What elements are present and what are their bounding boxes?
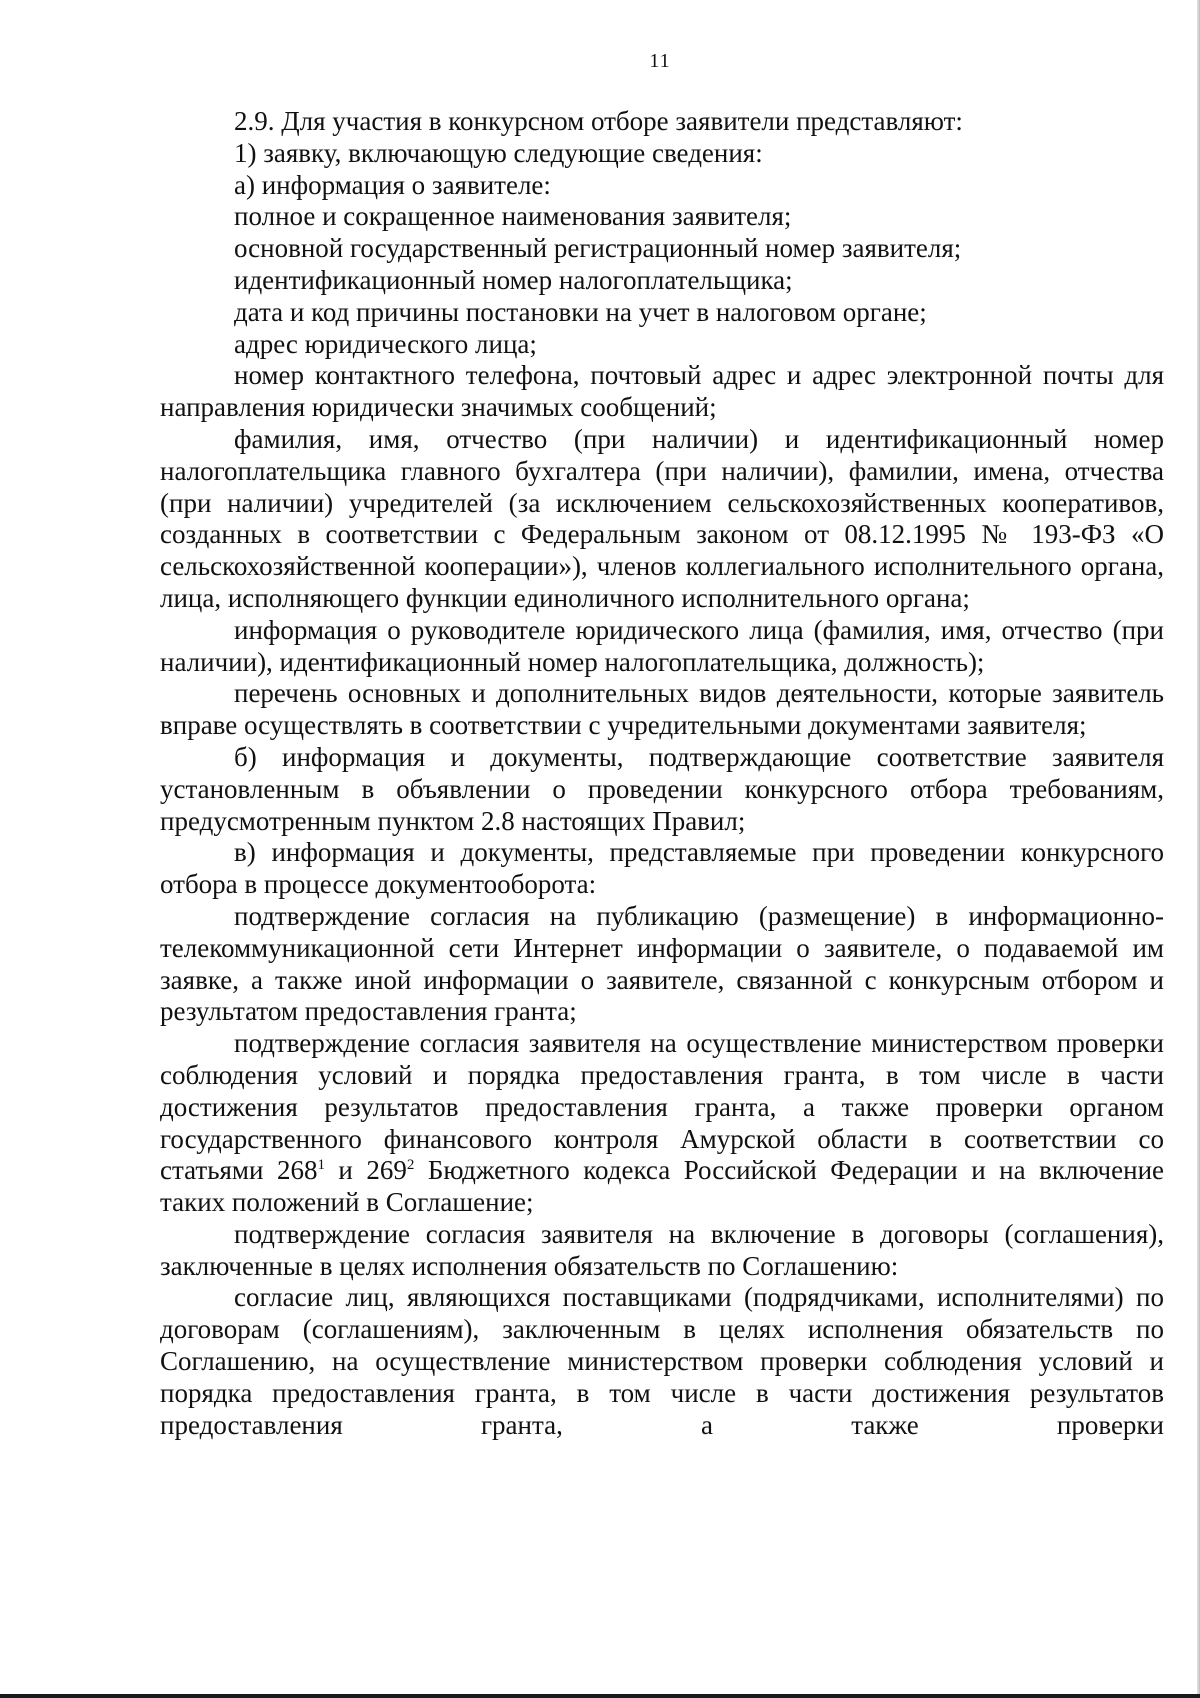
- paragraph: подтверждение согласия на публикацию (размещение) в информационно-телекоммуникационной сети Интернет информации о заявителе, о подаваемой им заявке, а также иной информации о заявителе, связанной с конкурсным отбором и результатом предоставления гранта;: [160, 900, 1164, 1027]
- paragraph: 2.9. Для участия в конкурсном отборе заявители представляют:: [234, 106, 963, 136]
- paragraph-text: подтверждение согласия заявителя на осуществление министерством проверки соблюдения условий и порядка предоставления гранта, в том числе в части достижения результатов предоставления гранта, а также проверки органом государственного финансового контроля Амурской области в соответствии со статьями 268: [160, 1028, 1164, 1186]
- paragraph-text: и 269: [324, 1155, 407, 1186]
- paragraph: 1) заявку, включающую следующие сведения:: [234, 137, 763, 168]
- paragraph: основной государственный регистрационный номер заявителя;: [234, 233, 962, 264]
- paragraph: номер контактного телефона, почтовый адрес и адрес электронной почты для направления юридически значимых сообщений;: [160, 360, 1164, 423]
- document-body: [160, 106, 1164, 1441]
- paragraph: дата и код причины постановки на учет в налоговом органе;: [234, 296, 927, 327]
- paragraph-with-superscripts: [160, 1028, 1164, 1219]
- paragraph: информация о руководителе юридического лица (фамилия, имя, отчество (при наличии), идентификационный номер налогоплательщика, должность);: [160, 614, 1164, 677]
- paragraph: подтверждение согласия заявителя на включение в договоры (соглашения), заключенные в целях исполнения обязательств по Соглашению:: [160, 1218, 1164, 1281]
- paragraph: адрес юридического лица;: [234, 328, 537, 359]
- paragraph: перечень основных и дополнительных видов деятельности, которые заявитель вправе осуществлять в соответствии с учредительными документами заявителя;: [160, 678, 1164, 741]
- paragraph-text: Бюджетного кодекса Российской Федерации и на включение таких положений в Соглашение;: [160, 1155, 1164, 1218]
- scan-edge-bottom: [0, 1694, 1200, 1698]
- paragraph: фамилия, имя, отчество (при наличии) и идентификационный номер налогоплательщика главного бухгалтера (при наличии), фамилии, имена, отчества (при наличии) учредителей (за исключением сельскохозяйственных кооперативов, созданных в соответствии с Федеральным законом от 08.12.1995 № 193-ФЗ «О сельскохозяйственной кооперации»), членов коллегиального исполнительного органа, лица, исполняющего функции единоличного исполнительного органа;: [160, 423, 1164, 613]
- paragraph: полное и сокращенное наименования заявителя;: [234, 201, 792, 232]
- paragraph: а) информация о заявителе:: [234, 169, 551, 200]
- page-number: 11: [649, 50, 671, 72]
- superscript: 1: [317, 1157, 325, 1174]
- paragraph: идентификационный номер налогоплательщика;: [234, 264, 793, 295]
- paragraph: согласие лиц, являющихся поставщиками (подрядчиками, исполнителями) по договорам (соглашениям), заключенным в целях исполнения обязательств по Соглашению, на осуществление министерством проверки соблюдения условий и порядка предоставления гранта, в том числе в части достижения результатов предоставления гранта, а также проверки: [160, 1282, 1164, 1440]
- superscript: 2: [406, 1157, 415, 1174]
- paragraph: б) информация и документы, подтверждающие соответствие заявителя установленным в объявлении о проведении конкурсного отбора требованиям, предусмотренным пунктом 2.8 настоящих Правил;: [160, 741, 1164, 836]
- paragraph: в) информация и документы, представляемые при проведении конкурсного отбора в процессе документооборота:: [160, 837, 1164, 900]
